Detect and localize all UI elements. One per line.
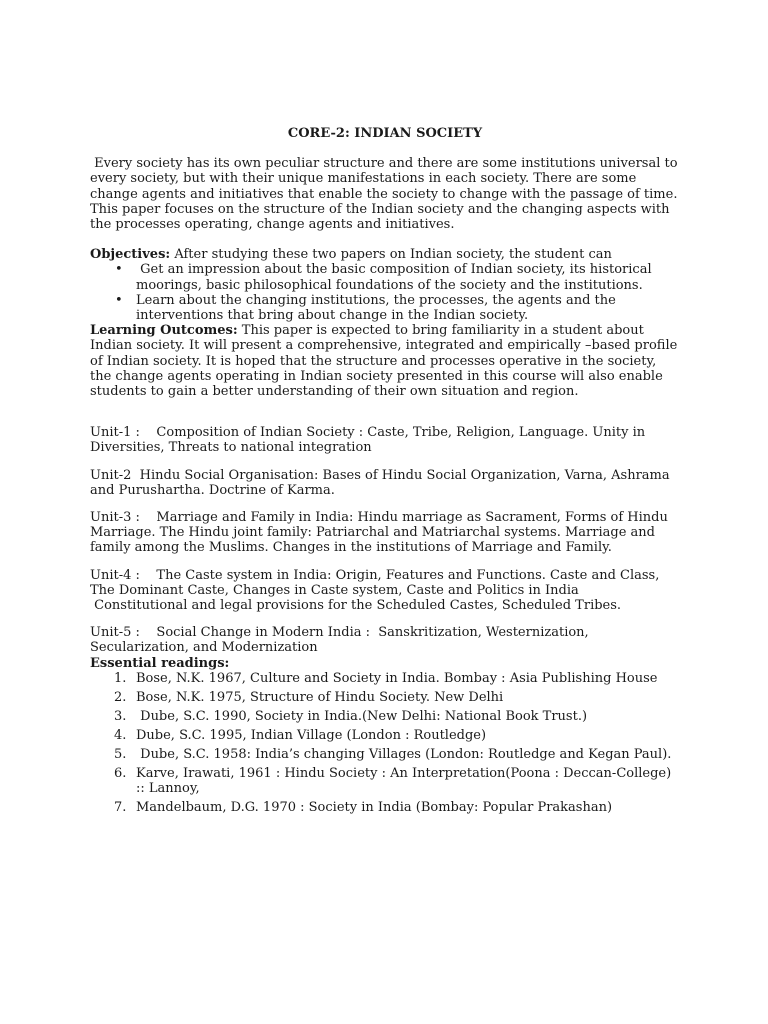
list-item: • Get an impression about the basic composition of Indian society, its historical moorings, basic philosophical foundations of the society and the institutions. [136,262,680,292]
reading-number: 3. [114,708,127,724]
objectives-list [90,262,680,323]
readings-list [90,671,680,815]
learning-outcomes-paragraph [90,323,680,399]
reading-text: Bose, N.K. 1967, Culture and Society in India. Bombay : Asia Publishing House [136,670,658,686]
list-item [114,746,680,762]
reading-text: Dube, S.C. 1995, Indian Village (London : Routledge) [136,727,487,743]
units-section [90,425,680,655]
reading-number: 2. [114,689,127,705]
list-item [114,727,680,743]
readings-heading: Essential readings: [90,655,230,671]
page-title: CORE-2: INDIAN SOCIETY [287,126,483,141]
unit-5: Unit-5 : Social Change in Modern India : Sanskritization, Westernization, Secularization, and Modernization [90,625,593,656]
list-item: • Learn about the changing institutions, the processes, the agents and the interventions that bring about change in the Indian society. [136,293,680,323]
reading-number: 5. [114,746,127,762]
reading-number: 6. [114,765,127,781]
list-item [114,689,680,705]
unit-1: Unit-1 : Composition of Indian Society : Caste, Tribe, Religion, Language. Unity in Diversities, Threats to national integration [90,425,650,456]
reading-text: Dube, S.C. 1990, Society in India.(New Delhi: National Book Trust.) [136,708,588,724]
learning-outcomes-label: Learning Outcomes: [90,323,238,339]
unit-3: Unit-3 : Marriage and Family in India: Hindu marriage as Sacrament, Forms of Hindu Marriage. The Hindu joint family: Patriarchal and Matriarchal systems. Marriage and family among the Muslims. Changes in the institutions of Marriage and Family. [90,510,673,556]
objectives-text: After studying these two papers on Indian society, the student can [170,247,612,263]
reading-text: Bose, N.K. 1975, Structure of Hindu Society. New Delhi [136,689,504,705]
reading-text: Karve, Irawati, 1961 : Hindu Society : An Interpretation(Poona : Deccan-College) :: Lannoy, [136,765,676,797]
reading-text: Mandelbaum, D.G. 1970 : Society in India (Bombay: Popular Prakashan) [136,800,613,816]
list-item [114,765,680,797]
unit-4: Unit-4 : The Caste system in India: Origin, Features and Functions. Caste and Class, The Dominant Caste, Changes in Caste system, Caste and Politics in India Constitutional and legal provisions for the Scheduled Castes, Scheduled Tribes. [90,567,660,614]
learning-outcomes-text: This paper is expected to bring familiarity in a student about Indian society. It will present a comprehensive, integrated and empirically –based profile of Indian society. It is hoped that the structure and processes operative in the society, the change agents operating in Indian society presented in this course will also enable students to gain a better understanding of their own situation and region. [90,323,682,400]
intro-paragraph: Every society has its own peculiar structure and there are some institutions universal to every society, but with their unique manifestations in each society. There are some change agents and initiatives that enable the society to change with the passage of time. This paper focuses on the structure of the Indian society and the changing aspects with the processes operating, change agents and initiatives. [90,156,682,233]
objectives-paragraph [90,247,680,262]
unit-2: Unit-2 Hindu Social Organisation: Bases of Hindu Social Organization, Varna, Ashrama and Purushartha. Doctrine of Karma. [90,467,674,498]
reading-number: 1. [114,670,127,686]
list-item [114,670,680,686]
list-item [114,800,680,816]
reading-text: Dube, S.C. 1958: India’s changing Villages (London: Routledge and Kegan Paul). [136,746,672,762]
reading-number: 7. [114,800,127,816]
list-item [114,708,680,724]
objectives-label: Objectives: [90,247,171,263]
reading-number: 4. [114,727,127,743]
document-page [90,126,680,819]
